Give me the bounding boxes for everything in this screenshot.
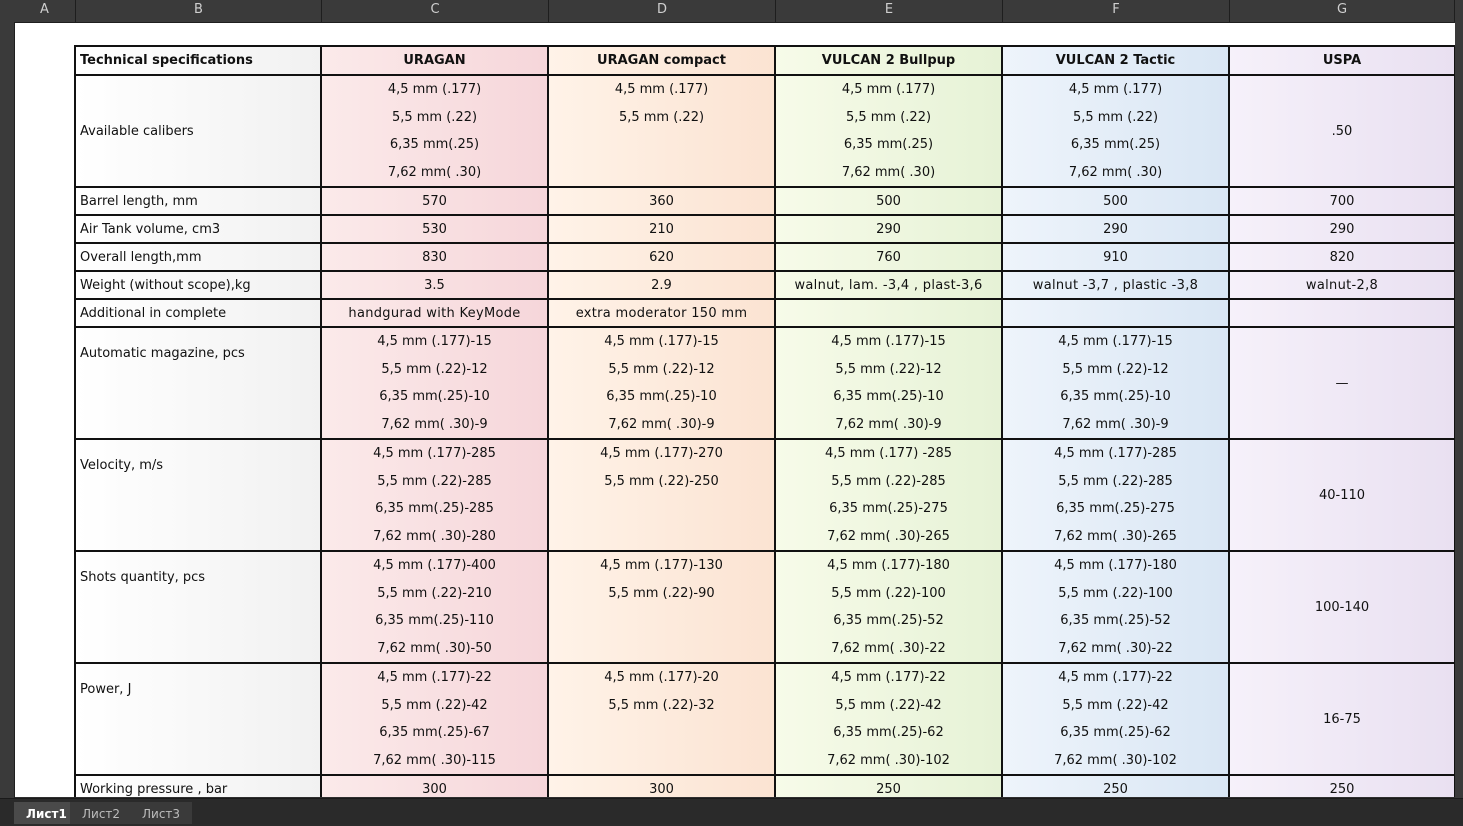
cell-line: 7,62 mm( .30)-102 bbox=[827, 752, 950, 768]
value-cell[interactable]: 300 bbox=[548, 775, 775, 797]
column-header-f[interactable]: F bbox=[1003, 0, 1230, 22]
value-cell[interactable]: 16-75 bbox=[1229, 663, 1455, 775]
value-cell[interactable]: walnut, lam. -3,4 , plast-3,6 bbox=[775, 271, 1002, 299]
value-cell[interactable]: 820 bbox=[1229, 243, 1455, 271]
column-header-bar bbox=[0, 0, 1463, 23]
cell-line: 4,5 mm (.177)-15 bbox=[377, 334, 492, 349]
table-row bbox=[75, 439, 1455, 551]
cell-line: 4,5 mm (.177) -285 bbox=[825, 446, 952, 461]
value-cell[interactable]: walnut-2,8 bbox=[1229, 271, 1455, 299]
column-header-a[interactable]: A bbox=[14, 0, 76, 22]
row-label-cell[interactable]: Air Tank volume, cm3 bbox=[75, 215, 321, 243]
value-cell[interactable]: 2.9 bbox=[548, 271, 775, 299]
value-cell[interactable] bbox=[321, 439, 548, 551]
value-cell[interactable]: 250 bbox=[775, 775, 1002, 797]
cell-line: 6,35 mm(.25)-285 bbox=[375, 501, 494, 516]
value-cell[interactable] bbox=[775, 299, 1002, 327]
cell-line: 6,35 mm(.25)-10 bbox=[1060, 389, 1171, 404]
table-row bbox=[75, 215, 1455, 243]
value-cell[interactable] bbox=[1002, 327, 1229, 439]
cell-line: 5,5 mm (.22) bbox=[391, 109, 478, 125]
cell-line: 7,62 mm( .30)-9 bbox=[835, 416, 942, 432]
value-cell[interactable]: 830 bbox=[321, 243, 548, 271]
table-row bbox=[75, 187, 1455, 215]
cell-line: 5,5 mm (.22)-210 bbox=[377, 585, 492, 601]
value-cell[interactable]: walnut -3,7 , plastic -3,8 bbox=[1002, 271, 1229, 299]
value-cell[interactable] bbox=[321, 75, 548, 187]
cell-line: 5,5 mm (.22) bbox=[845, 109, 932, 125]
cell-line: 4,5 mm (.177)-15 bbox=[1058, 334, 1173, 349]
row-header-bar[interactable] bbox=[0, 22, 15, 798]
model-header-cell[interactable]: VULCAN 2 Tactic bbox=[1002, 46, 1229, 75]
sheet-tab-bar bbox=[0, 798, 1463, 824]
cell-line: 4,5 mm (.177) bbox=[841, 82, 936, 97]
value-cell[interactable] bbox=[775, 327, 1002, 439]
cell-line: 4,5 mm (.177)-270 bbox=[600, 446, 723, 461]
value-cell[interactable] bbox=[775, 551, 1002, 663]
cell-line: 6,35 mm(.25)-67 bbox=[379, 725, 490, 740]
value-cell[interactable] bbox=[1002, 299, 1229, 327]
cell-line: 6,35 mm(.25) bbox=[389, 137, 480, 152]
cell-line: 6,35 mm(.25)-62 bbox=[833, 725, 944, 740]
cell-line: 4,5 mm (.177)-22 bbox=[1058, 670, 1173, 685]
cell-line: 6,35 mm(.25)-10 bbox=[833, 389, 944, 404]
specifications-table bbox=[74, 45, 1455, 797]
table-row bbox=[75, 327, 1455, 439]
value-cell[interactable]: 500 bbox=[1002, 187, 1229, 215]
cell-grid[interactable] bbox=[15, 23, 1455, 797]
cell-line: 7,62 mm( .30) bbox=[841, 164, 936, 180]
model-header-cell[interactable]: URAGAN bbox=[321, 46, 548, 75]
value-cell[interactable] bbox=[321, 551, 548, 663]
value-cell[interactable]: 250 bbox=[1002, 775, 1229, 797]
value-cell[interactable]: 500 bbox=[775, 187, 1002, 215]
value-cell[interactable] bbox=[775, 439, 1002, 551]
sheet-tab-2[interactable]: Лист2 bbox=[70, 802, 132, 824]
value-cell[interactable]: 100-140 bbox=[1229, 551, 1455, 663]
cell-line: 4,5 mm (.177)-285 bbox=[1054, 446, 1177, 461]
cell-line: 4,5 mm (.177) bbox=[387, 82, 482, 97]
cell-line: 7,62 mm( .30) bbox=[387, 164, 482, 180]
row-label-cell[interactable]: Power, J bbox=[75, 663, 321, 775]
header-label-cell[interactable]: Technical specifications bbox=[75, 46, 321, 75]
column-header-b[interactable]: B bbox=[76, 0, 322, 22]
empty-row-1[interactable] bbox=[74, 23, 1455, 46]
cell-line: 6,35 mm(.25)-52 bbox=[1060, 613, 1171, 628]
cell-line: 5,5 mm (.22)-12 bbox=[835, 361, 942, 377]
sheet-tab-3[interactable]: Лист3 bbox=[130, 802, 192, 824]
row-label-cell[interactable]: Automatic magazine, pcs bbox=[75, 327, 321, 439]
value-cell[interactable] bbox=[1002, 75, 1229, 187]
cell-line: 5,5 mm (.22)-100 bbox=[1058, 585, 1173, 601]
value-cell[interactable] bbox=[548, 75, 775, 187]
cell-line: 7,62 mm( .30) bbox=[1068, 164, 1163, 180]
cell-line: 4,5 mm (.177)-20 bbox=[604, 670, 719, 685]
cell-line: 4,5 mm (.177)-400 bbox=[373, 558, 496, 573]
cell-line: 7,62 mm( .30)-22 bbox=[831, 640, 946, 656]
value-cell[interactable] bbox=[548, 663, 775, 775]
value-cell[interactable] bbox=[1002, 439, 1229, 551]
column-header-c[interactable]: C bbox=[322, 0, 549, 22]
row-label-cell[interactable]: Additional in complete bbox=[75, 299, 321, 327]
table-row bbox=[75, 663, 1455, 775]
value-cell[interactable]: 3.5 bbox=[321, 271, 548, 299]
row-label-cell[interactable]: Overall length,mm bbox=[75, 243, 321, 271]
cell-line: 4,5 mm (.177) bbox=[614, 82, 709, 97]
cell-line: 7,62 mm( .30)-115 bbox=[373, 752, 496, 768]
cell-line: 5,5 mm (.22)-12 bbox=[608, 361, 715, 377]
cell-line: 6,35 mm(.25)-10 bbox=[379, 389, 490, 404]
row-label-cell[interactable]: Barrel length, mm bbox=[75, 187, 321, 215]
cell-line: 5,5 mm (.22)-250 bbox=[604, 473, 719, 489]
cell-line: 5,5 mm (.22)-42 bbox=[835, 697, 942, 713]
row-label-cell[interactable]: Velocity, m/s bbox=[75, 439, 321, 551]
row-label-cell[interactable]: Available calibers bbox=[75, 75, 321, 187]
cell-line: 7,62 mm( .30)-265 bbox=[827, 528, 950, 544]
value-cell[interactable] bbox=[548, 327, 775, 439]
cell-line: 6,35 mm(.25)-275 bbox=[829, 501, 948, 516]
cell-line: 6,35 mm(.25) bbox=[843, 137, 934, 152]
table-row bbox=[75, 271, 1455, 299]
table-row bbox=[75, 551, 1455, 663]
cell-line: 5,5 mm (.22)-32 bbox=[608, 697, 715, 713]
cell-line: 7,62 mm( .30)-265 bbox=[1054, 528, 1177, 544]
table-row bbox=[75, 243, 1455, 271]
table-row bbox=[75, 75, 1455, 187]
cell-line: 5,5 mm (.22)-42 bbox=[381, 697, 488, 713]
cell-line: 5,5 mm (.22)-285 bbox=[1058, 473, 1173, 489]
cell-line: 5,5 mm (.22)-12 bbox=[381, 361, 488, 377]
value-cell[interactable] bbox=[548, 439, 775, 551]
value-cell[interactable]: 760 bbox=[775, 243, 1002, 271]
row-label-cell[interactable]: Weight (without scope),kg bbox=[75, 271, 321, 299]
column-header-e[interactable]: E bbox=[776, 0, 1003, 22]
cell-line: 5,5 mm (.22)-90 bbox=[608, 585, 715, 601]
cell-line: 4,5 mm (.177)-15 bbox=[831, 334, 946, 349]
cell-line: 5,5 mm (.22)-100 bbox=[831, 585, 946, 601]
column-a-cells[interactable] bbox=[15, 23, 75, 797]
value-cell[interactable] bbox=[1002, 551, 1229, 663]
value-cell[interactable] bbox=[1229, 299, 1455, 327]
row-label-cell[interactable]: Working pressure , bar bbox=[75, 775, 321, 797]
value-cell[interactable]: 910 bbox=[1002, 243, 1229, 271]
cell-line: 4,5 mm (.177)-285 bbox=[373, 446, 496, 461]
cell-line: 4,5 mm (.177) bbox=[1068, 82, 1163, 97]
row-label-cell[interactable]: Shots quantity, pcs bbox=[75, 551, 321, 663]
table-row bbox=[75, 775, 1455, 797]
table-row bbox=[75, 299, 1455, 327]
cell-line: 7,62 mm( .30)-22 bbox=[1058, 640, 1173, 656]
value-cell[interactable] bbox=[1002, 663, 1229, 775]
value-cell[interactable]: 290 bbox=[775, 215, 1002, 243]
cell-line: 6,35 mm(.25)-275 bbox=[1056, 501, 1175, 516]
cell-line: 4,5 mm (.177)-180 bbox=[827, 558, 950, 573]
cell-line: 5,5 mm (.22) bbox=[618, 109, 705, 125]
value-cell[interactable]: 570 bbox=[321, 187, 548, 215]
cell-line: 5,5 mm (.22)-12 bbox=[1062, 361, 1169, 377]
cell-line: 7,62 mm( .30)-9 bbox=[1062, 416, 1169, 432]
value-cell[interactable]: 300 bbox=[321, 775, 548, 797]
cell-line: 5,5 mm (.22)-285 bbox=[831, 473, 946, 489]
model-header-cell[interactable]: URAGAN compact bbox=[548, 46, 775, 75]
cell-line: 5,5 mm (.22) bbox=[1072, 109, 1159, 125]
cell-line: 6,35 mm(.25)-110 bbox=[375, 613, 494, 628]
value-cell[interactable]: 620 bbox=[548, 243, 775, 271]
cell-line: 7,62 mm( .30)-280 bbox=[373, 528, 496, 544]
cell-line: 6,35 mm(.25)-62 bbox=[1060, 725, 1171, 740]
cell-line: 7,62 mm( .30)-50 bbox=[377, 640, 492, 656]
value-cell[interactable]: 210 bbox=[548, 215, 775, 243]
value-cell[interactable] bbox=[321, 327, 548, 439]
value-cell[interactable]: 250 bbox=[1229, 775, 1455, 797]
value-cell[interactable]: 290 bbox=[1229, 215, 1455, 243]
value-cell[interactable]: 40-110 bbox=[1229, 439, 1455, 551]
cell-line: 6,35 mm(.25) bbox=[1070, 137, 1161, 152]
cell-line: 6,35 mm(.25)-52 bbox=[833, 613, 944, 628]
value-cell[interactable] bbox=[321, 663, 548, 775]
value-cell[interactable]: extra moderator 150 mm bbox=[548, 299, 775, 327]
value-cell[interactable]: — bbox=[1229, 327, 1455, 439]
cell-line: 4,5 mm (.177)-180 bbox=[1054, 558, 1177, 573]
cell-line: 7,62 mm( .30)-102 bbox=[1054, 752, 1177, 768]
cell-line: 4,5 mm (.177)-22 bbox=[831, 670, 946, 685]
table-header-row bbox=[75, 46, 1455, 75]
value-cell[interactable]: 700 bbox=[1229, 187, 1455, 215]
sheet-tab-1[interactable]: Лист1 bbox=[14, 802, 79, 824]
value-cell[interactable] bbox=[775, 75, 1002, 187]
cell-line: 4,5 mm (.177)-22 bbox=[377, 670, 492, 685]
model-header-cell[interactable]: VULCAN 2 Bullpup bbox=[775, 46, 1002, 75]
cell-line: 4,5 mm (.177)-15 bbox=[604, 334, 719, 349]
column-header-d[interactable]: D bbox=[549, 0, 776, 22]
column-header-g[interactable]: G bbox=[1230, 0, 1455, 22]
cell-line: 7,62 mm( .30)-9 bbox=[381, 416, 488, 432]
value-cell[interactable]: handgurad with KeyMode bbox=[321, 299, 548, 327]
vertical-scrollbar[interactable] bbox=[1455, 22, 1463, 798]
cell-line: 7,62 mm( .30)-9 bbox=[608, 416, 715, 432]
cell-line: 6,35 mm(.25)-10 bbox=[606, 389, 717, 404]
cell-line: 4,5 mm (.177)-130 bbox=[600, 558, 723, 573]
model-header-cell[interactable]: USPA bbox=[1229, 46, 1455, 75]
value-cell[interactable] bbox=[548, 551, 775, 663]
value-cell[interactable]: .50 bbox=[1229, 75, 1455, 187]
cell-line: 5,5 mm (.22)-285 bbox=[377, 473, 492, 489]
value-cell[interactable]: 290 bbox=[1002, 215, 1229, 243]
value-cell[interactable]: 360 bbox=[548, 187, 775, 215]
cell-line: 5,5 mm (.22)-42 bbox=[1062, 697, 1169, 713]
value-cell[interactable] bbox=[775, 663, 1002, 775]
value-cell[interactable]: 530 bbox=[321, 215, 548, 243]
